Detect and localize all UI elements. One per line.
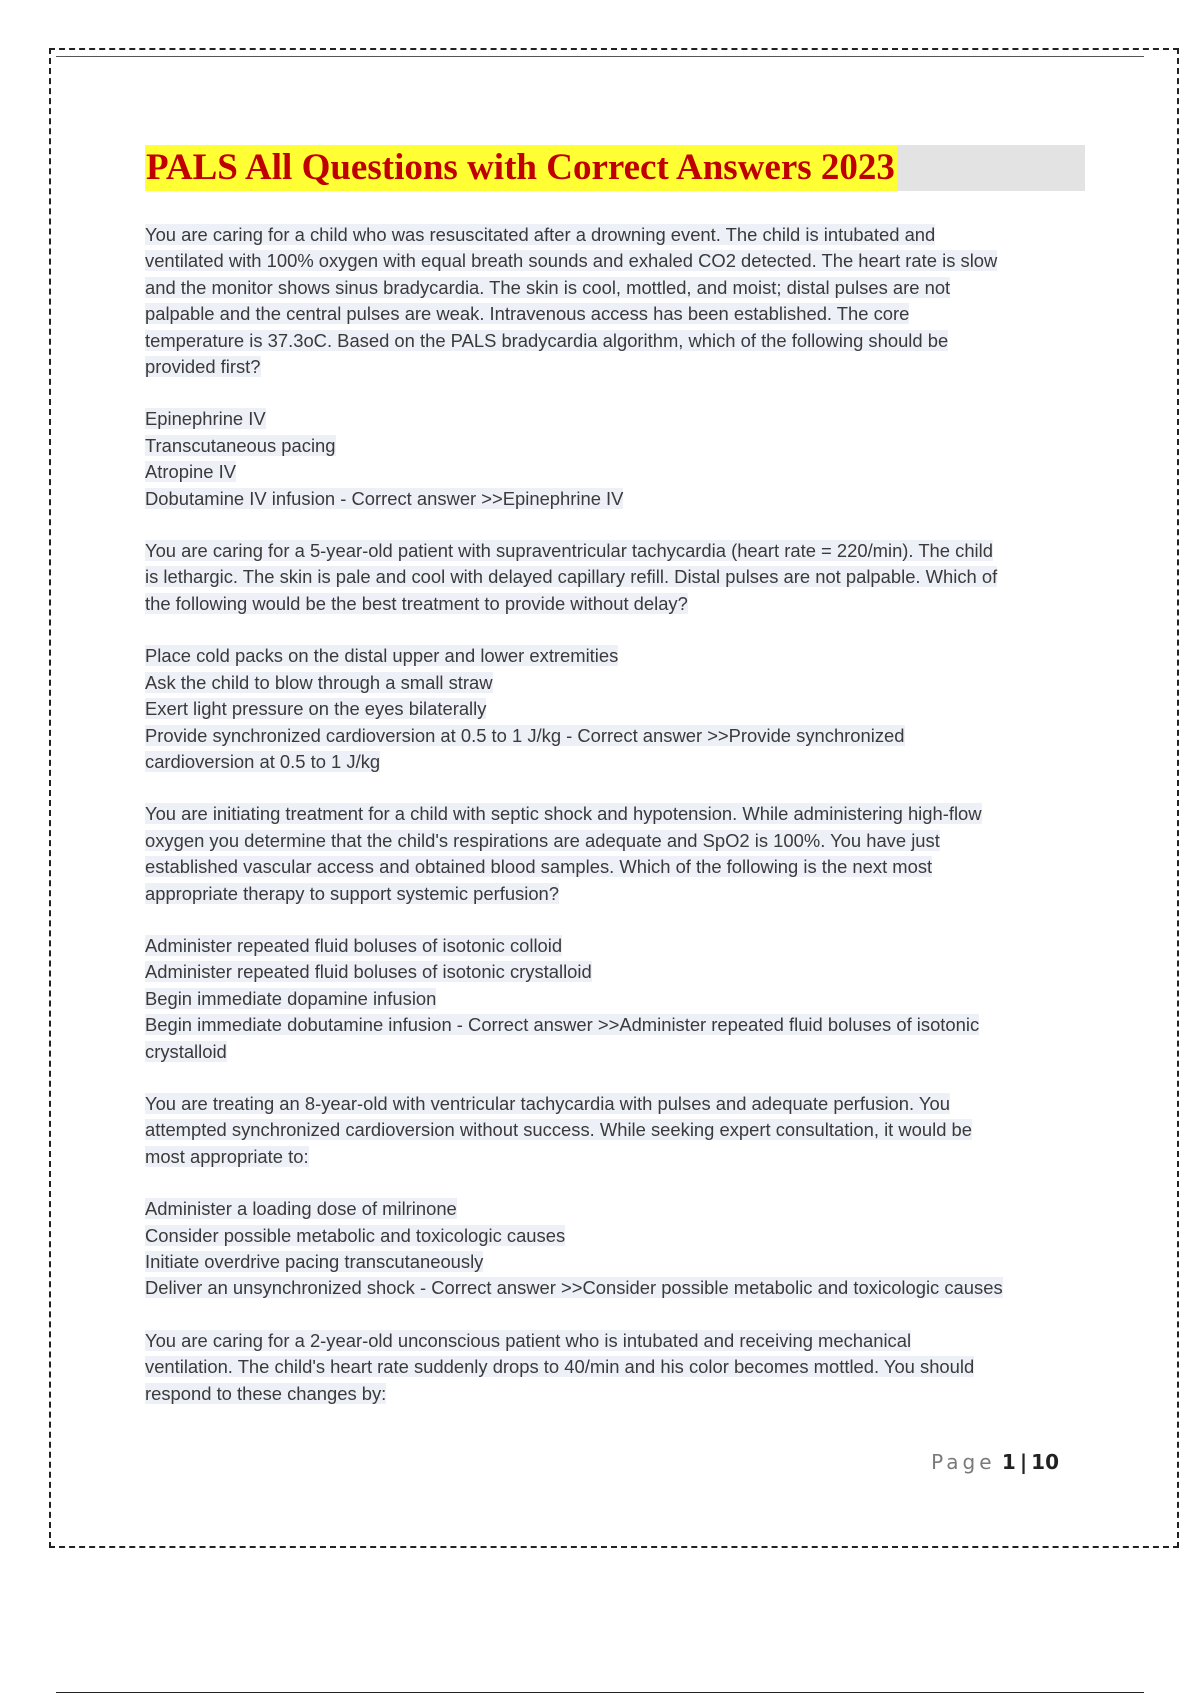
answer-option: Administer repeated fluid boluses of isotonic colloid — [145, 934, 563, 956]
question-1-line-6: provided first? — [145, 356, 261, 378]
question-2-line-1: You are caring for a 5-year-old patient with supraventricular tachycardia (heart rate = 220/min). The child — [145, 540, 993, 562]
question-5-line-3: respond to these changes by: — [145, 1382, 387, 1404]
question-5 — [145, 1328, 1090, 1407]
total-pages: 10 — [1031, 1450, 1059, 1474]
answer-option-with-correct: Dobutamine IV infusion - Correct answer >>Epinephrine IV — [145, 487, 624, 509]
answer-option: Administer repeated fluid boluses of isotonic crystalloid — [145, 961, 592, 983]
answers-3 — [145, 933, 1090, 1065]
question-1-line-4: palpable and the central pulses are weak. Intravenous access has been established. The core — [145, 303, 910, 325]
question-3-line-4: appropriate therapy to support systemic perfusion? — [145, 882, 560, 904]
answer-option: Initiate overdrive pacing transcutaneously — [145, 1251, 484, 1272]
answers-1 — [145, 406, 1090, 512]
answer-option: Begin immediate dopamine infusion — [145, 987, 437, 1009]
question-4 — [145, 1091, 1090, 1170]
question-1-line-5: temperature is 37.3oC. Based on the PALS bradycardia algorithm, which of the following should be — [145, 329, 949, 351]
answer-option-continued: crystalloid — [145, 1040, 227, 1062]
document-title: PALS All Questions with Correct Answers 2023 — [145, 145, 897, 191]
question-4-line-1: You are treating an 8-year-old with ventricular tachycardia with pulses and adequate perfusion. You — [145, 1092, 950, 1114]
question-4-line-3: most appropriate to: — [145, 1145, 309, 1167]
answer-option: Atropine IV — [145, 461, 236, 483]
question-5-line-2: ventilation. The child's heart rate suddenly drops to 40/min and his color becomes mottled. You should — [145, 1356, 975, 1378]
question-1-line-3: and the monitor shows sinus bradycardia. The skin is cool, mottled, and moist; distal pulses are not — [145, 276, 951, 298]
answer-option-with-correct: Provide synchronized cardioversion at 0.5 to 1 J/kg - Correct answer >>Provide synchronized — [145, 724, 905, 746]
question-3 — [145, 801, 1090, 907]
question-1-line-1: You are caring for a child who was resuscitated after a drowning event. The child is intubated and — [145, 224, 936, 245]
question-4-line-2: attempted synchronized cardioversion without success. While seeking expert consultation, it would be — [145, 1119, 972, 1141]
answers-2 — [145, 643, 1090, 775]
answers-4 — [145, 1196, 1090, 1302]
answer-option-with-correct: Deliver an unsynchronized shock - Correct answer >>Consider possible metabolic and toxicologic causes — [145, 1277, 1003, 1299]
answer-option: Exert light pressure on the eyes bilaterally — [145, 698, 487, 720]
page-separator: | — [1019, 1450, 1028, 1474]
answer-option-continued: cardioversion at 0.5 to 1 J/kg — [145, 750, 381, 772]
question-3-line-2: oxygen you determine that the child's respirations are adequate and SpO2 is 100%. You have just — [145, 829, 940, 851]
answer-option: Transcutaneous pacing — [145, 434, 336, 456]
question-2-line-3: the following would be the best treatment to provide without delay? — [145, 592, 688, 614]
question-1-line-2: ventilated with 100% oxygen with equal breath sounds and exhaled CO2 detected. The heart rate is slow — [145, 250, 998, 272]
answer-option-with-correct: Begin immediate dobutamine infusion - Correct answer >>Administer repeated fluid boluses of isotonic — [145, 1014, 980, 1036]
answer-option: Administer a loading dose of milrinone — [145, 1198, 457, 1220]
page-label: Page — [931, 1450, 996, 1474]
question-3-line-3: established vascular access and obtained blood samples. Which of the following is the next most — [145, 856, 933, 878]
question-5-line-1: You are caring for a 2-year-old unconscious patient who is intubated and receiving mechanical — [145, 1329, 912, 1351]
current-page-number: 1 — [1001, 1450, 1016, 1474]
answer-option: Consider possible metabolic and toxicologic causes — [145, 1224, 566, 1246]
answer-option: Ask the child to blow through a small straw — [145, 671, 493, 693]
answer-option: Place cold packs on the distal upper and lower extremities — [145, 645, 619, 667]
document-body — [145, 222, 1090, 1433]
question-2-line-2: is lethargic. The skin is pale and cool with delayed capillary refill. Distal pulses are not palpable. Which of — [145, 566, 998, 588]
answer-option: Epinephrine IV — [145, 408, 266, 430]
header-rule — [56, 56, 1144, 57]
question-1 — [145, 222, 1090, 380]
page-number — [931, 1450, 1059, 1474]
question-3-line-1: You are initiating treatment for a child with septic shock and hypotension. While administering high-flow — [145, 803, 982, 825]
footer-rule — [56, 1692, 1144, 1693]
question-2 — [145, 538, 1090, 617]
